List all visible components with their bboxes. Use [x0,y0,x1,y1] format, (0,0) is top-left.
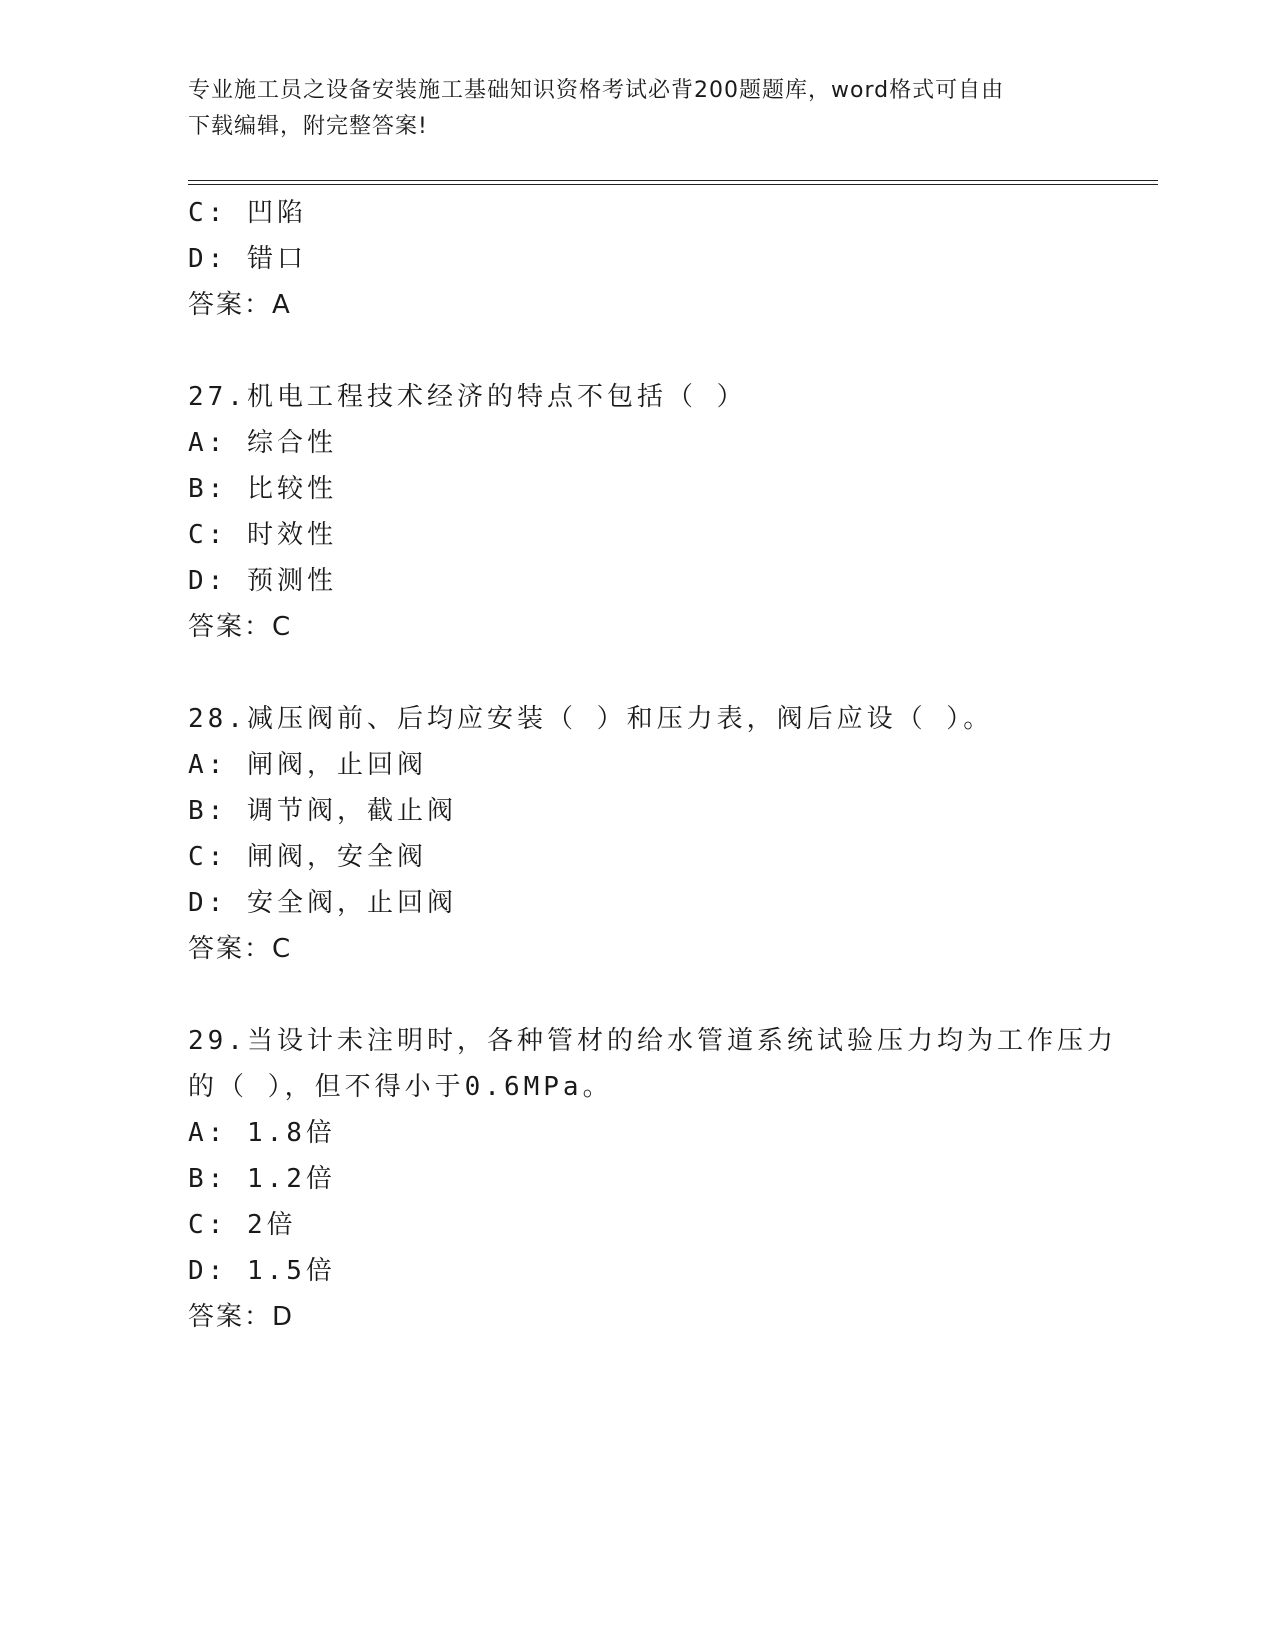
question-27 [188,374,1088,650]
option-d: D: 预测性 [188,566,337,596]
answer-line: 答案：C [188,934,293,964]
option-c: C: 闸阀，安全阀 [188,842,427,872]
option-c: C: 凹陷 [188,198,307,228]
answer-line: 答案：C [188,612,293,642]
question-text: 27.机电工程技术经济的特点不包括（ ） [188,382,747,412]
option-a: A: 综合性 [188,428,337,458]
option-b: B: 比较性 [188,474,337,504]
spacer [188,972,1088,1018]
document-header [188,73,1088,145]
option-b: B: 1.2倍 [188,1164,336,1194]
header-line-1: 专业施工员之设备安装施工基础知识资格考试必背200题题库，word格式可自由 [188,78,1005,103]
header-divider [188,180,1158,185]
spacer [188,650,1088,696]
answer-line: 答案：D [188,1302,295,1332]
question-text: 28.减压阀前、后均应安装（ ）和压力表，阀后应设（ ）。 [188,704,994,734]
option-d: D: 错口 [188,244,307,274]
option-c: C: 时效性 [188,520,337,550]
question-text-line-2: 的（ ），但不得小于0.6MPa。 [188,1072,613,1102]
option-b: B: 调节阀，截止阀 [188,796,457,826]
question-29 [188,1018,1117,1340]
spacer [188,328,1088,374]
option-a: A: 1.8倍 [188,1118,336,1148]
answer-line: 答案：A [188,290,292,320]
option-c: C: 2倍 [188,1210,297,1240]
question-list [188,190,1117,1340]
option-a: A: 闸阀，止回阀 [188,750,427,780]
question-28 [188,696,1088,972]
question-fragment [188,190,1088,328]
header-line-2: 下载编辑，附完整答案! [188,114,428,139]
option-d: D: 1.5倍 [188,1256,336,1286]
option-d: D: 安全阀，止回阀 [188,888,457,918]
question-text-line-1: 29.当设计未注明时，各种管材的给水管道系统试验压力均为工作压力 [188,1026,1117,1056]
